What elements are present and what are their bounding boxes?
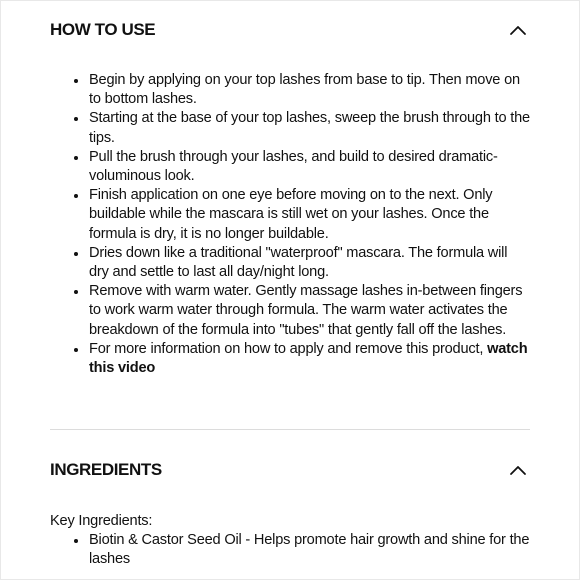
ingredients-list (50, 531, 530, 569)
how-to-use-header[interactable] (50, 15, 530, 45)
ingredients-header[interactable] (50, 455, 530, 485)
list-item: Begin by applying on your top lashes from base to tip. Then move on to bottom lashes. (50, 71, 530, 109)
list-item: Starting at the base of your top lashes, sweep the brush through to the tips. (50, 109, 530, 147)
chevron-up-icon[interactable] (508, 20, 528, 40)
how-to-use-list (50, 71, 530, 378)
list-item: Dries down like a traditional "waterproof" mascara. The formula will dry and settle to last all day/night long. (50, 244, 530, 282)
watch-video-link[interactable]: watch this video (89, 340, 528, 377)
chevron-up-icon[interactable] (508, 460, 528, 480)
key-ingredients-label: Key Ingredients: (50, 513, 153, 529)
list-item: Biotin & Castor Seed Oil - Helps promote hair growth and shine for the lashes (50, 531, 530, 569)
list-item (50, 340, 530, 378)
section-divider (50, 429, 530, 430)
ingredients-title: INGREDIENTS (50, 460, 162, 479)
list-item: Finish application on one eye before moving on to the next. Only buildable while the mascara is still wet on your lashes. Once the formula is dry, it is no longer buildable. (50, 186, 530, 244)
list-item: Pull the brush through your lashes, and build to desired dramatic-voluminous look. (50, 148, 530, 186)
how-to-use-title: HOW TO USE (50, 20, 156, 39)
more-info-text: For more information on how to apply and remove this product, (89, 340, 484, 357)
list-item: Remove with warm water. Gently massage lashes in-between fingers to work warm water through formula. The warm water activates the breakdown of the formula into "tubes" that gently fall off the lashes. (50, 282, 530, 340)
